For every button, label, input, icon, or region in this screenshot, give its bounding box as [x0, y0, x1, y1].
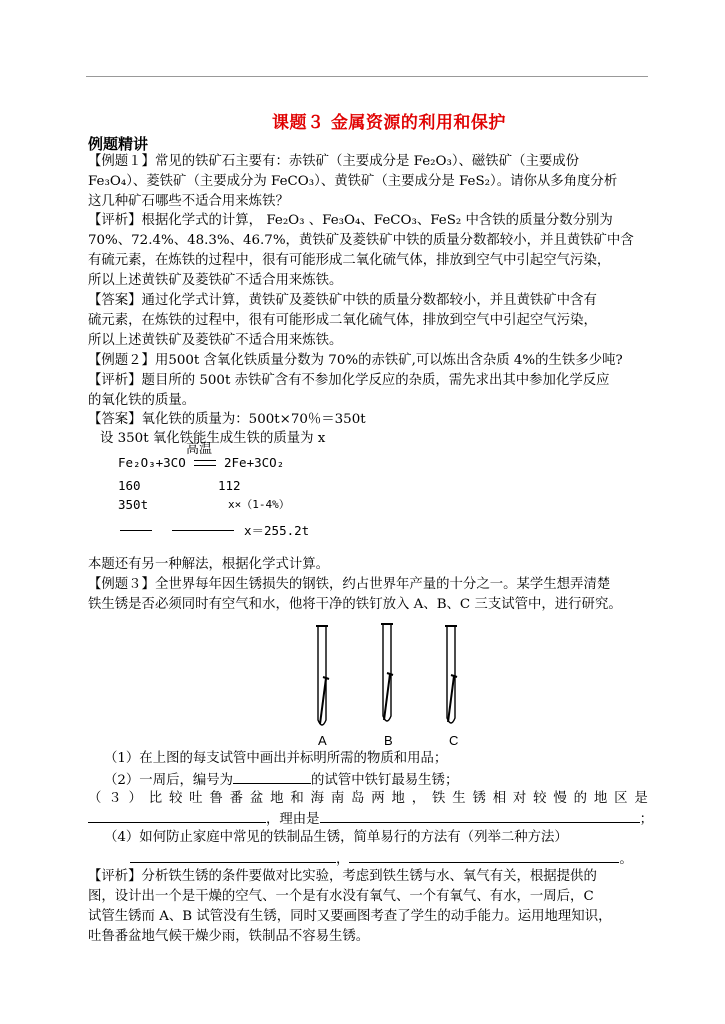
ex3-analysis2: 图，设计出一个是干燥的空气、一个是有水没有氧气、一个有氧气、有水，一周后，C: [88, 889, 594, 904]
ex3-analysis4: 吐鲁番盆地气候干燥少雨，铁制品不容易生锈。: [88, 929, 370, 944]
ex2-analysis2: 的氧化铁的质量。: [88, 393, 196, 408]
test-tube-b: [381, 624, 393, 721]
ex1-analysis4: 所以上述黄铁矿及菱铁矿不适合用来炼铁。: [88, 273, 343, 288]
ex2-analysis1: 【评析】题目所的 500t 赤铁矿含有不参加化学反应的杂质，需先求出其中参加化学反应: [88, 373, 610, 388]
ex3-q3-char: 鲁: [209, 791, 223, 806]
ex3-analysis1: 【评析】分析铁生锈的条件要做对比实验，考虑到铁生锈与水、氧气有关，根据提供的: [88, 869, 597, 884]
ex3-q3-char: 区: [614, 791, 628, 806]
ex3-analysis3: 试管生锈而 A、B 试管没有生锈，同时又要画图考查了学生的动手能力。运用地理知识，: [88, 909, 612, 924]
ex1-analysis3: 有硫元素，在炼铁的过程中，很有可能形成二氧化硫气体，排放到空气中引起空气污染，: [88, 253, 611, 268]
ex3-q3-char: 生: [452, 791, 466, 806]
ex1-line2: Fe₃O₄）、菱铁矿（主要成分为 FeCO₃）、黄铁矿（主要成分是 FeS₂）。请你从多角度分析: [88, 174, 618, 189]
ex3-q3-char: 和: [290, 791, 304, 806]
ex2-answer2: 设 350t 氧化铁能生成生铁的质量为 x: [100, 431, 326, 446]
ex3-q3-char: 岛: [351, 791, 365, 806]
tube-label-b: B: [384, 733, 393, 748]
ex3-q3-char: 地: [593, 791, 608, 806]
ex3-q3-char: 锈: [472, 791, 486, 806]
ex3-q2-text-b: 的试管中铁钉最易生锈；: [311, 773, 459, 788]
ex3-q4-end: 。: [619, 852, 633, 867]
mass-112: 112: [218, 478, 241, 493]
equation-left: Fe₂O₃+3CO: [118, 455, 186, 470]
ex3-q3-char: 番: [229, 791, 244, 806]
tube-label-c: C: [449, 733, 459, 748]
ex3-q3: [88, 789, 648, 809]
ex2-answer1: 【答案】氧化铁的质量为：500t×70％＝350t: [88, 412, 366, 427]
ex3-q3-char: ，: [411, 791, 426, 806]
page-title: 课题３ 金属资源的利用和保护: [272, 113, 506, 133]
mass-x: x×（1-4%）: [228, 498, 290, 511]
header-rule: [86, 76, 648, 77]
ex3-q3-char: 较: [168, 791, 183, 806]
ex3-q3-char: 吐: [189, 791, 203, 806]
ex3-q3-char: （: [88, 791, 102, 806]
fraction-line-1: [120, 530, 152, 531]
ex3-q3-char: 盆: [249, 791, 264, 806]
ex3-q3-blank-region[interactable]: [88, 808, 266, 823]
ex3-q3-char: 较: [533, 791, 547, 806]
ex3-q3-char: 地: [391, 791, 405, 806]
ex1-answer2: 硫元素，在炼铁的过程中，很有可能形成二氧化硫气体，排放到空气中引起空气污染，: [88, 313, 597, 328]
ex3-q2-blank[interactable]: [233, 769, 311, 784]
ex3-q1: （1）在上图的每支试管中画出并标明所需的物质和用品；: [104, 751, 448, 766]
iron-nail-a: [320, 677, 329, 724]
ex1-answer1: 【答案】通过化学式计算，黄铁矿及菱铁矿中铁的质量分数都较小，并且黄铁矿中含有: [88, 293, 597, 308]
equation-right: 2Fe+3CO₂: [224, 455, 285, 470]
ex3-q3-char: ）: [128, 791, 142, 806]
ex3-q3-char: 是: [634, 791, 648, 806]
section-heading: 例题精讲: [88, 135, 149, 153]
ex3-q3-char: 两: [371, 791, 385, 806]
ex3-q3-char: 对: [512, 791, 527, 806]
ex1-analysis2: 70%、72.4%、48.3%、46.7%，黄铁矿及菱铁矿中铁的质量分数都较小，并且黄铁矿中含: [88, 233, 634, 248]
ex1-line1: 【例题１】常见的铁矿石主要有：赤铁矿（主要成分是 Fe₂O₃）、磁铁矿（主要成份: [88, 154, 580, 169]
ex3-q3-char: 的: [573, 791, 588, 806]
ex1-line3: 这几种矿石哪些不适合用来炼铁？: [88, 194, 289, 209]
ex3-q3-char: 南: [330, 791, 345, 806]
ex2-question: 【例题２】用500t 含氧化铁质量分数为 70%的赤铁矿,可以炼出含杂质 4%的生铁多少吨?: [88, 353, 623, 368]
reaction-condition: 高温: [186, 442, 213, 457]
ex3-q4-comma: ，: [336, 852, 350, 867]
tube-label-a: A: [318, 733, 327, 748]
equation-arrow: [194, 460, 216, 466]
ex3-q3-char: 海: [310, 791, 324, 806]
ex1-answer3: 所以上述黄铁矿及菱铁矿不适合用来炼铁。: [88, 333, 343, 348]
ex3-q3-char: 相: [492, 791, 507, 806]
ex3-q3-cont: [88, 808, 653, 830]
alt-method: 本题还有另一种解法，根据化学式计算。: [88, 557, 330, 572]
ex3-q2-text-a: （2）一周后，编号为: [104, 773, 234, 788]
ex3-q3-char: ３: [108, 791, 122, 806]
ex3-q4-blank-1[interactable]: [130, 848, 336, 863]
ex3-q3-char: 比: [148, 791, 163, 806]
ex3-line1: 【例题３】全世界每年因生锈损失的钢铁，约占世界年产量的十分之一。某学生想弄清楚: [88, 577, 611, 592]
ex3-line2: 铁生锈是否必须同时有空气和水，他将干净的铁钉放入 A、B、C 三支试管中，进行研究。: [88, 597, 622, 612]
test-tubes-figure: [280, 620, 480, 740]
ex3-q3-char: 铁: [431, 791, 446, 806]
result: x＝255.2t: [244, 523, 310, 538]
ex3-q2: [104, 769, 458, 791]
ex3-q4-blank-2[interactable]: [349, 848, 619, 863]
ex3-q3-blank-reason[interactable]: [320, 808, 640, 823]
ex3-q3-reason-label: ，理由是: [266, 812, 320, 827]
ex3-q4: （4）如何防止家庭中常见的铁制品生锈，简单易行的方法有（列举二种方法）: [104, 830, 568, 845]
ex3-q3-char: 地: [270, 791, 284, 806]
ex3-q3-end: ；: [639, 812, 653, 827]
mass-350t: 350t: [118, 497, 149, 512]
test-tube-c: [445, 626, 457, 723]
fraction-line-2: [172, 530, 234, 531]
ex1-analysis1: 【评析】根据化学式的计算， Fe₂O₃ 、Fe₃O₄、FeCO₃、FeS₂ 中含铁的质量分数分别为: [88, 213, 613, 228]
ex3-q3-char: 慢: [553, 791, 567, 806]
mass-160: 160: [118, 478, 141, 493]
